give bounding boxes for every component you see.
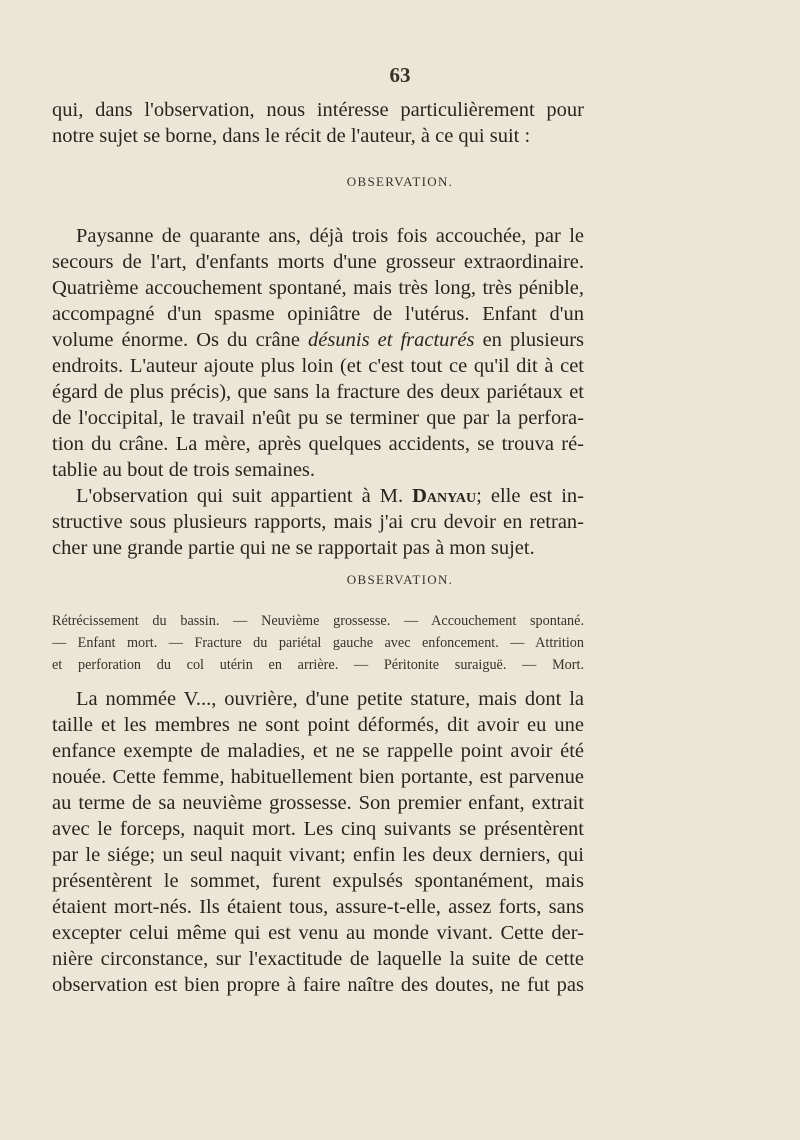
- observation-line: volume énorme. Os du crâne désunis et fracturés en plusieurs: [52, 329, 584, 351]
- observation-line: observation est bien propre à faire naître des doutes, ne fut pas: [52, 974, 584, 996]
- observation-line: Paysanne de quarante ans, déjà trois fois accouchée, par le: [76, 225, 584, 247]
- observation-line: endroits. L'auteur ajoute plus loin (et c'est tout ce qu'il dit à cet: [52, 355, 584, 377]
- observation-line: de l'occipital, le travail n'eût pu se terminer que par la perfora-: [52, 407, 584, 429]
- observation-line: tablie au bout de trois semaines.: [52, 459, 316, 481]
- observation-line: enfance exempte de maladies, et ne se rappelle point avoir été: [52, 740, 584, 762]
- observation-line: La nommée V..., ouvrière, d'une petite stature, mais dont la: [76, 688, 584, 710]
- observation-line: au terme de sa neuvième grossesse. Son premier enfant, extrait: [52, 792, 584, 814]
- intro-line: notre sujet se borne, dans le récit de l'auteur, à ce qui suit :: [52, 125, 531, 147]
- author-name: Danyau: [412, 485, 477, 507]
- observation-line: nière circonstance, sur l'exactitude de laquelle la suite de cette: [52, 948, 584, 970]
- page-number: 63: [389, 63, 411, 87]
- summary-line: — Enfant mort. — Fracture du pariétal gauche avec enfoncement. — Attrition: [52, 635, 584, 651]
- summary-line: Rétrécissement du bassin. — Neuvième grossesse. — Accouchement spontané.: [52, 613, 584, 629]
- paragraph-line: cher une grande partie qui ne se rapportait pas à mon sujet.: [52, 537, 535, 559]
- observation-line: avec le forceps, naquit mort. Les cinq suivants se présentèrent: [52, 818, 584, 840]
- observation-heading: OBSERVATION.: [346, 572, 454, 587]
- observation-line: étaient mort-nés. Ils étaient tous, assure-t-elle, assez forts, sans: [52, 896, 584, 918]
- italic-phrase: désunis et fracturés: [308, 329, 475, 351]
- intro-line: qui, dans l'observation, nous intéresse particulièrement pour: [52, 99, 584, 121]
- observation-line: accompagné d'un spasme opiniâtre de l'utérus. Enfant d'un: [52, 303, 584, 325]
- summary-line: et perforation du col utérin en arrière. — Péritonite suraiguë. — Mort.: [52, 657, 584, 673]
- observation-line: secours de l'art, d'enfants morts d'une grosseur extraordinaire.: [52, 251, 584, 273]
- observation-line: par le siége; un seul naquit vivant; enfin les deux derniers, qui: [52, 844, 584, 866]
- observation-line: taille et les membres ne sont point déformés, dit avoir eu une: [52, 714, 584, 736]
- observation-line: Quatrième accouchement spontané, mais très long, très pénible,: [52, 277, 584, 299]
- paragraph-line: structive sous plusieurs rapports, mais j'ai cru devoir en retran-: [52, 511, 584, 533]
- observation-line: excepter celui même qui est venu au monde vivant. Cette der-: [52, 922, 584, 944]
- paragraph-line: L'observation qui suit appartient à M. Danyau; elle est in-: [76, 485, 584, 507]
- observation-heading: OBSERVATION.: [346, 174, 454, 189]
- observation-line: présentèrent le sommet, furent expulsés spontanément, mais: [52, 870, 584, 892]
- observation-line: tion du crâne. La mère, après quelques accidents, se trouva ré-: [52, 433, 584, 455]
- observation-line: égard de plus précis), que sans la fracture des deux pariétaux et: [52, 381, 584, 403]
- observation-line: nouée. Cette femme, habituellement bien portante, est parvenue: [52, 766, 584, 788]
